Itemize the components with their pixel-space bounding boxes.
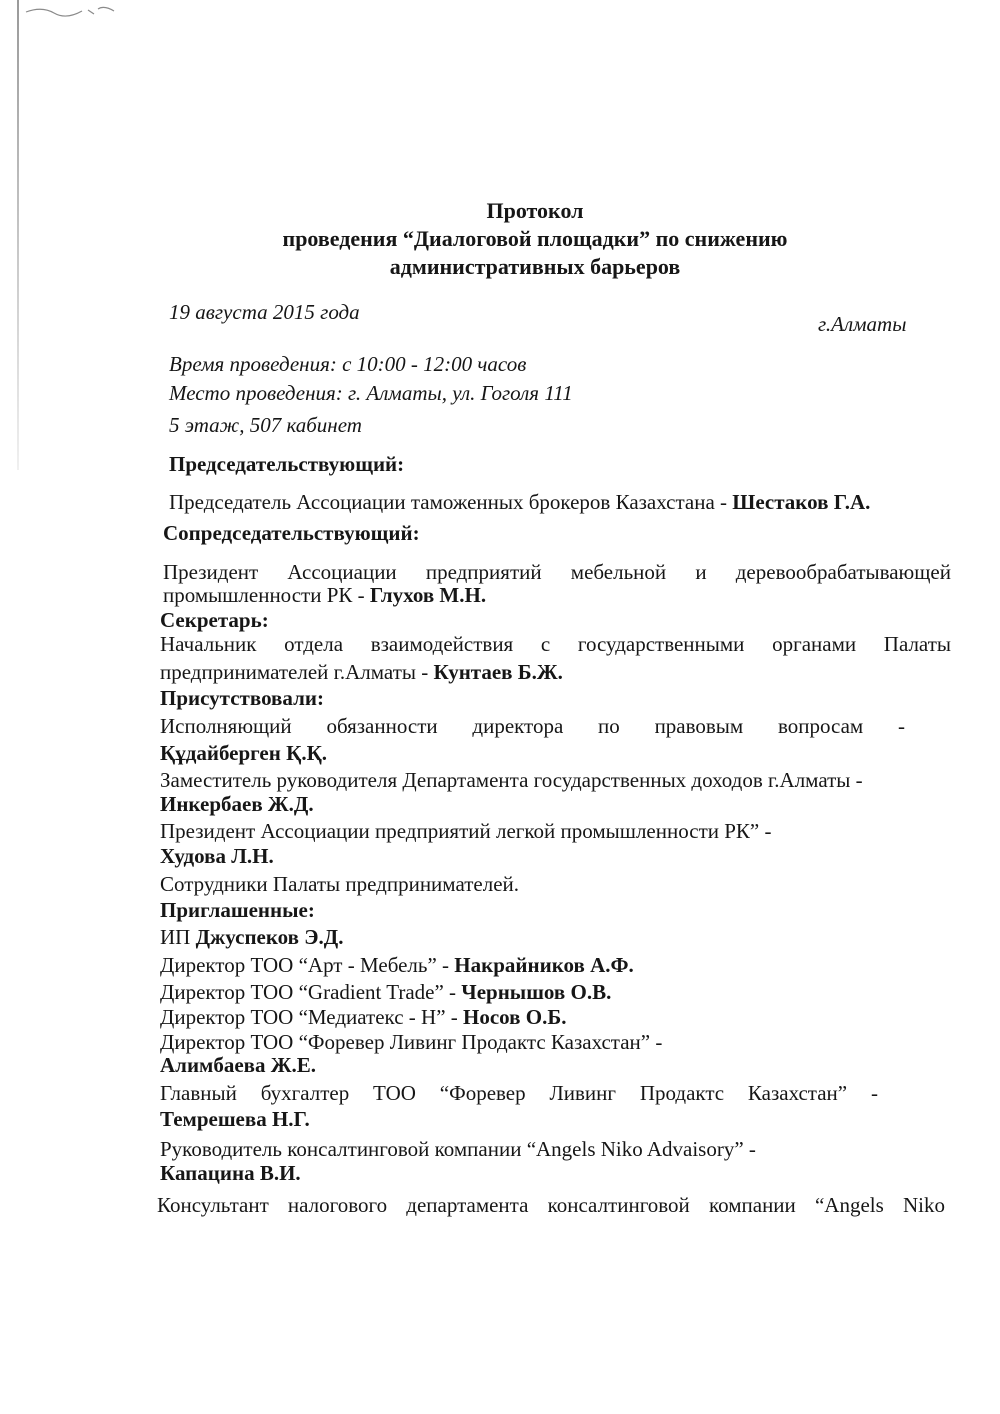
- invited-name-6: Темрешева Н.Г.: [160, 1107, 310, 1131]
- invited-word: Продактс: [639, 1081, 725, 1105]
- cochair-word: мебельной: [570, 560, 667, 584]
- invited-word: Niko: [902, 1193, 945, 1217]
- chair-text: Председатель Ассоциации таможенных брокеров Казахстана -: [169, 490, 733, 514]
- present-text-3: Президент Ассоциации предприятий легкой промышленности РК” -: [160, 819, 772, 843]
- cochair-text: промышленности РК -: [163, 583, 370, 607]
- invited-role: Директор ТОО “Медиатекс - Н” -: [160, 1005, 464, 1029]
- invited-line-2: [160, 953, 951, 978]
- cochair-word: предприятий: [425, 560, 542, 584]
- invited-role: ИП: [160, 925, 196, 949]
- scan-artifact-mark: [24, 2, 119, 20]
- present-line1: [160, 714, 905, 739]
- meeting-city: г.Алматы: [818, 312, 907, 336]
- invited-word: “Форевер: [439, 1081, 526, 1105]
- invited-role: Директор ТОО “Арт - Мебель” -: [160, 953, 455, 977]
- secretary-word: органами: [772, 632, 857, 656]
- invited-word: консалтинговой: [547, 1193, 690, 1217]
- cochair-word: Президент: [163, 560, 259, 584]
- meeting-time: Время проведения: с 10:00 - 12:00 часов: [169, 352, 527, 376]
- secretary-heading: Секретарь:: [160, 608, 269, 632]
- invited-word: -: [870, 1081, 878, 1105]
- present-word: правовым: [654, 714, 744, 738]
- cochair-word: деревообрабатывающей: [735, 560, 951, 584]
- secretary-word: с: [540, 632, 551, 656]
- cochair-name: Глухов М.Н.: [369, 583, 487, 607]
- present-name-2: Инкербаев Ж.Д.: [160, 792, 314, 816]
- invited-line-6: [160, 1081, 878, 1106]
- invited-word: компании: [708, 1193, 796, 1217]
- meeting-room: 5 этаж, 507 кабинет: [169, 413, 362, 437]
- invited-name: Джуспеков Э.Д.: [195, 925, 344, 949]
- invited-word: Главный: [160, 1081, 237, 1105]
- cochair-line2: [163, 583, 954, 608]
- present-text-2: Заместитель руководителя Департамента государственных доходов г.Алматы -: [160, 768, 863, 792]
- present-word: по: [598, 714, 620, 738]
- invited-name: Носов О.Б.: [463, 1005, 567, 1029]
- present-word: обязанности: [326, 714, 438, 738]
- invited-word: ТОО: [373, 1081, 416, 1105]
- cochair-word: Ассоциации: [287, 560, 397, 584]
- secretary-word: Начальник: [160, 632, 257, 656]
- invited-word: департамента: [406, 1193, 529, 1217]
- secretary-word: взаимодействия: [370, 632, 514, 656]
- cochair-word: и: [695, 560, 707, 584]
- invited-word: “Angels: [814, 1193, 884, 1217]
- meeting-date: 19 августа 2015 года: [169, 300, 360, 324]
- invited-name: Чернышов О.В.: [461, 980, 612, 1004]
- doc-subtitle-line1: проведения “Диалоговой площадки” по снижению: [282, 226, 788, 251]
- secretary-name: Кунтаев Б.Ж.: [433, 660, 563, 684]
- doc-subtitle-line2: административных барьеров: [389, 254, 681, 279]
- doc-title: Протокол: [486, 198, 584, 223]
- invited-text-7: Руководитель консалтинговой компании “Angels Niko Advaisory” -: [160, 1137, 756, 1161]
- secretary-word: Палаты: [883, 632, 951, 656]
- invited-heading: Приглашенные:: [160, 898, 315, 922]
- invited-word: Ливинг: [549, 1081, 616, 1105]
- invited-role: Директор ТОО “Gradient Trade” -: [160, 980, 462, 1004]
- chair-heading: Председательствующий:: [169, 452, 405, 476]
- secretary-word: государственными: [577, 632, 745, 656]
- present-word: вопросам: [777, 714, 864, 738]
- present-word: Исполняющий: [160, 714, 292, 738]
- present-word: -: [897, 714, 905, 738]
- cochair-heading: Сопредседательствующий:: [163, 521, 420, 545]
- scan-edge-line: [17, 0, 19, 470]
- invited-name: Накрайников А.Ф.: [454, 953, 634, 977]
- invited-name-7: Капацина В.И.: [160, 1161, 301, 1185]
- invited-name-5: Алимбаева Ж.Е.: [160, 1053, 317, 1077]
- invited-word: налогового: [287, 1193, 388, 1217]
- invited-word: бухгалтер: [260, 1081, 350, 1105]
- present-name-3: Худова Л.Н.: [160, 844, 274, 868]
- invited-line-4: [160, 1005, 951, 1030]
- invited-line-3: [160, 980, 951, 1005]
- invited-line-1: [160, 925, 951, 950]
- invited-word: Казахстан”: [747, 1081, 848, 1105]
- present-text-4: Сотрудники Палаты предпринимателей.: [160, 872, 520, 896]
- secretary-line1: [160, 632, 951, 657]
- secretary-word: отдела: [284, 632, 344, 656]
- present-heading: Присутствовали:: [160, 686, 324, 710]
- chair-name: Шестаков Г.А.: [732, 490, 871, 514]
- meeting-place: Место проведения: г. Алматы, ул. Гоголя 111: [169, 381, 573, 405]
- present-name-1: Құдайберген Қ.Қ.: [160, 741, 328, 765]
- secretary-line2: [160, 660, 951, 685]
- invited-word: Консультант: [157, 1193, 269, 1217]
- invited-text-5: Директор ТОО “Форевер Ливинг Продактс Казахстан” -: [160, 1030, 663, 1054]
- secretary-text: предпринимателей г.Алматы -: [160, 660, 434, 684]
- chair-line: [169, 490, 960, 515]
- cochair-line1: [163, 560, 951, 585]
- present-word: директора: [472, 714, 564, 738]
- invited-line-8: [157, 1193, 945, 1218]
